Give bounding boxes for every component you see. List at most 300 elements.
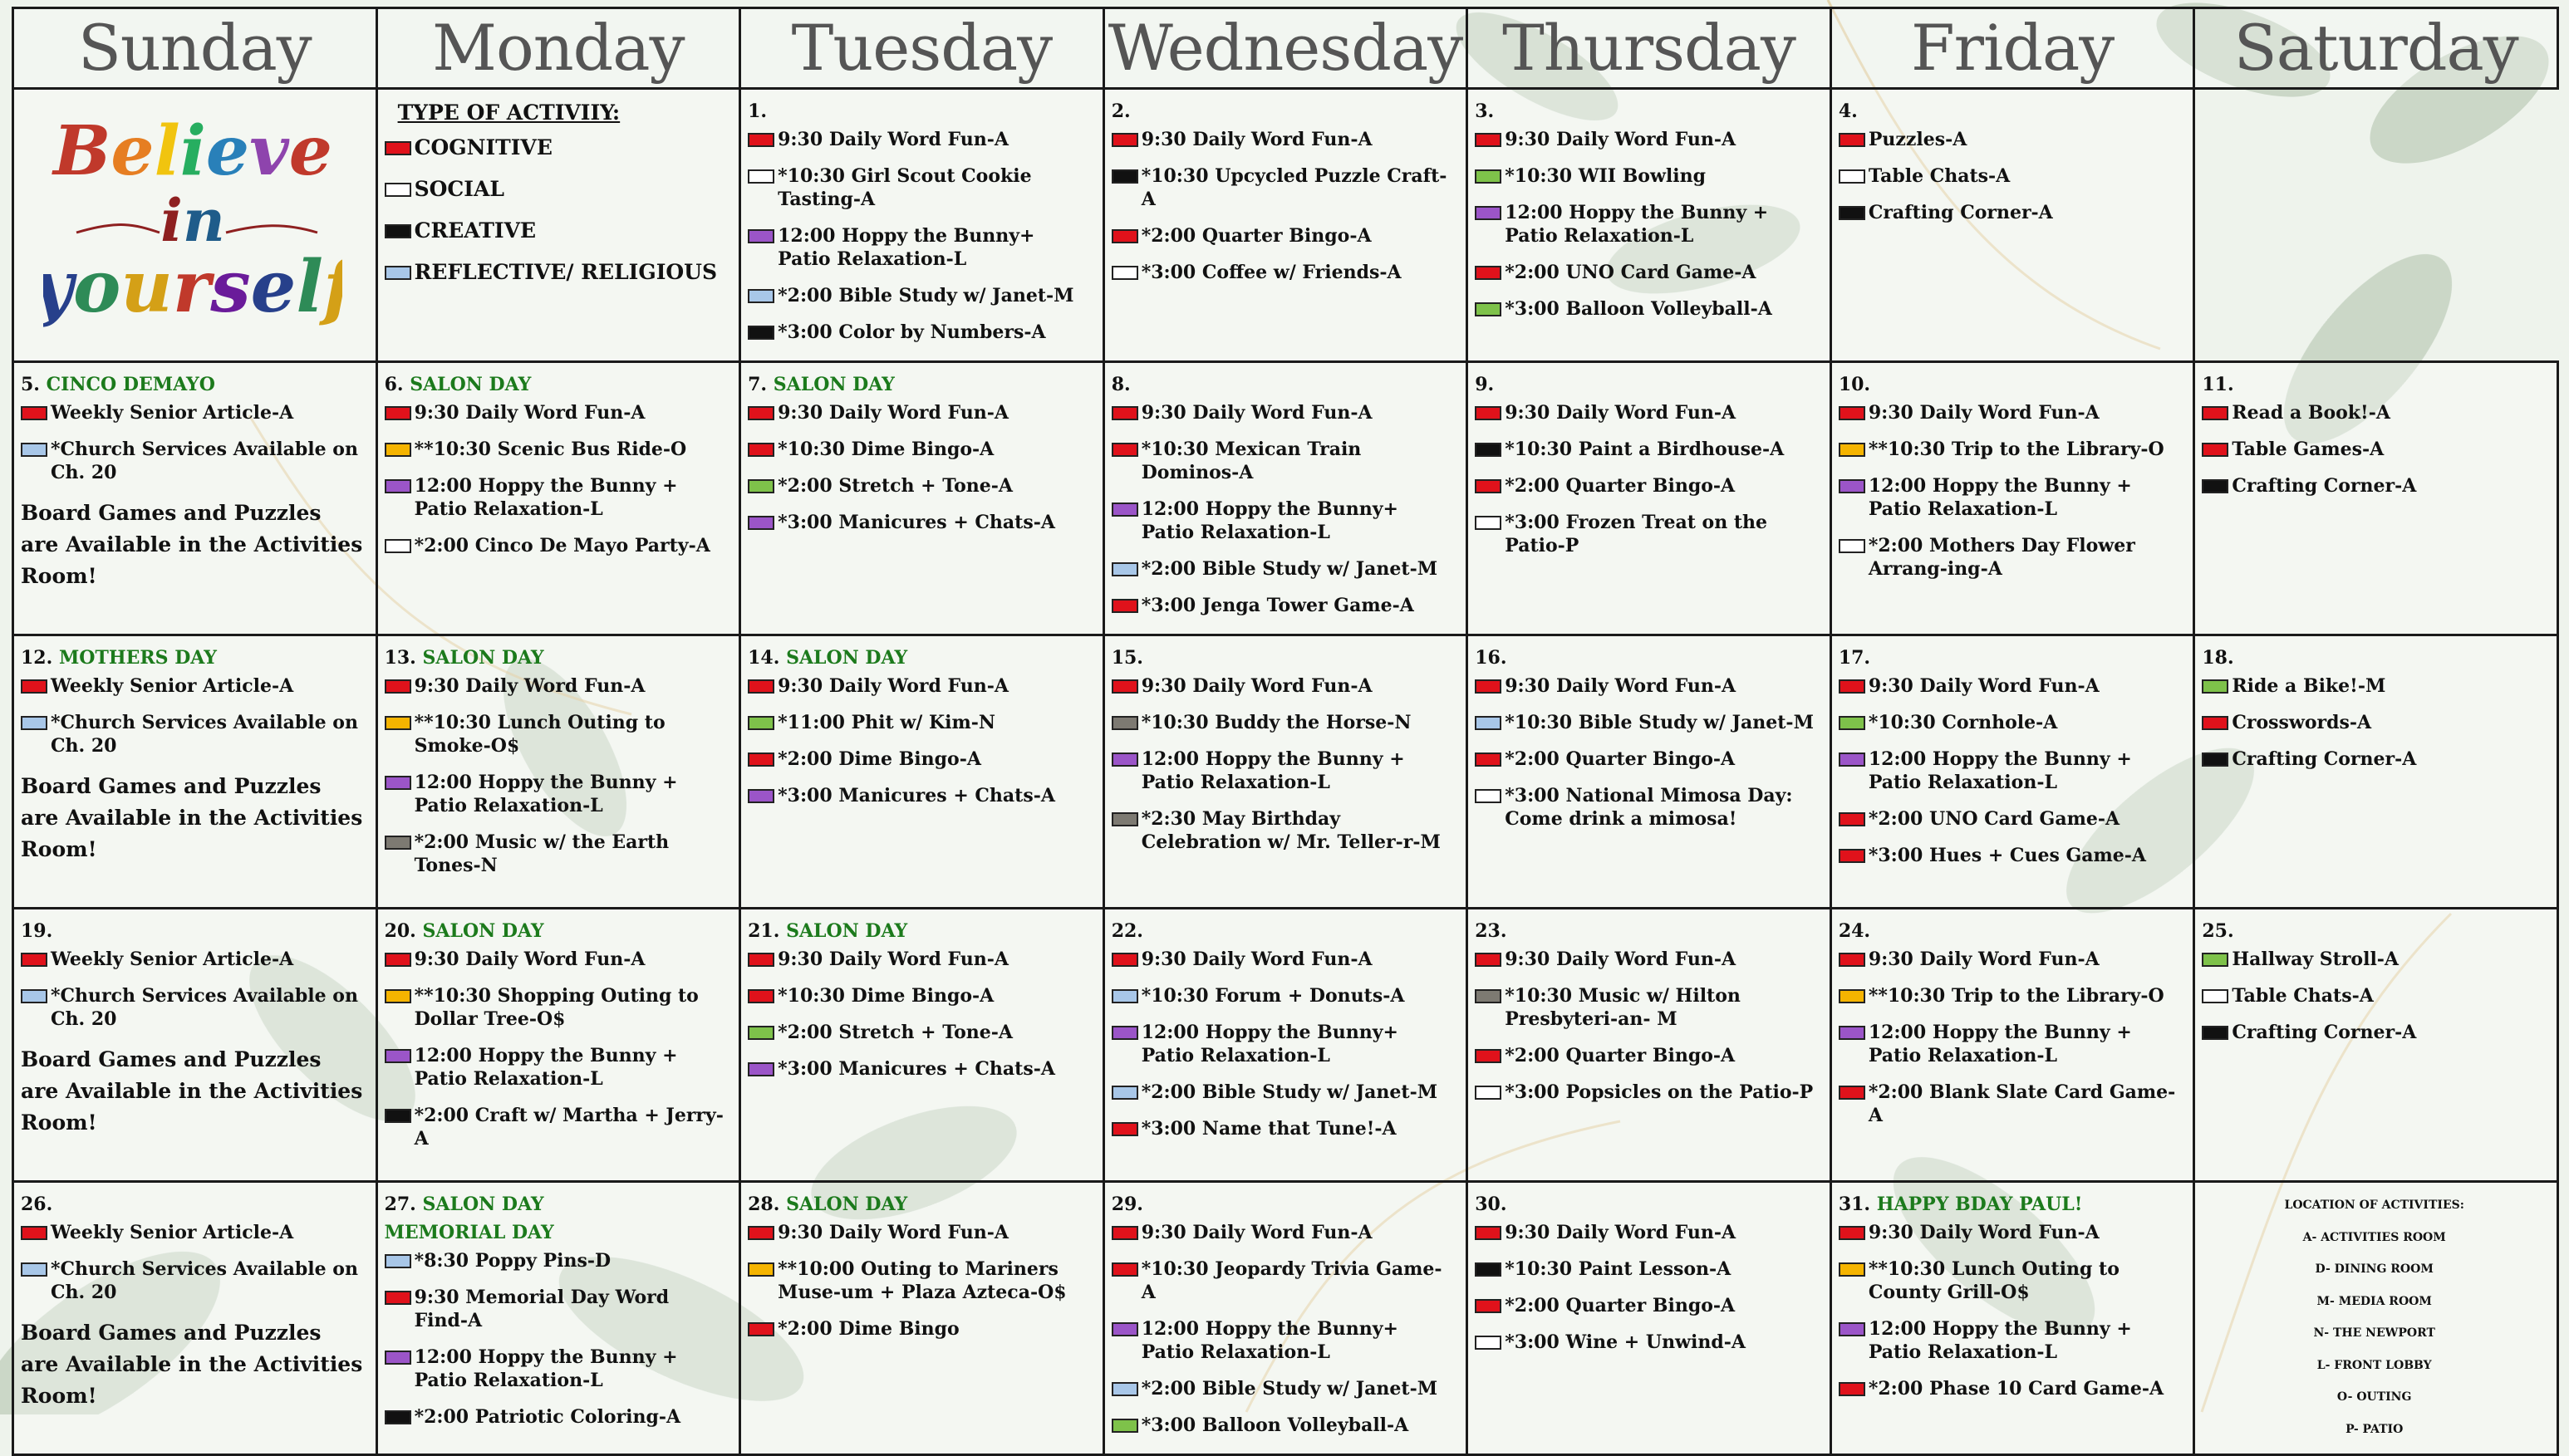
activity-color-swatch [1475,753,1501,767]
activity-text: *2:00 UNO Card Game-A [1868,808,2120,830]
activity-text: *3:00 Name that Tune!-A [1141,1118,1397,1140]
activity-item [21,1221,366,1244]
day-header [385,1193,729,1216]
activity-color-swatch [2202,479,2228,493]
activity-item [1839,164,2183,188]
activity-item [1839,401,2183,424]
activity-color-swatch [1475,1049,1501,1063]
activity-text: 9:30 Daily Word Fun-A [1868,1222,2100,1243]
activity-text: 9:30 Daily Word Fun-A [1141,675,1373,697]
activity-color-swatch [1475,266,1501,280]
activity-item [1839,748,2183,794]
weekday-header-row [13,8,2558,89]
day-number: 16. [1475,647,1507,669]
activity-item [1839,1257,2183,1304]
activity-item [748,511,1093,534]
activity-text: Crafting Corner-A [1868,202,2053,223]
board-games-note: Board Games and Puzzles are Available in the Activities Room! [21,1047,363,1135]
activity-text: *10:30 Mexican Train Dominos-A [1141,439,1362,483]
legend-item-label: CREATIVE [414,218,537,243]
activity-text: *2:00 Quarter Bingo-A [1141,225,1372,247]
activity-color-swatch [21,406,47,420]
activity-item [1112,1414,1456,1437]
activity-text: **10:00 Outing to Mariners Muse-um + Plaza Azteca-O$ [778,1258,1067,1303]
activity-item [2202,1021,2547,1044]
activity-color-swatch [1475,302,1501,316]
activity-color-swatch [1475,479,1501,493]
activity-color-swatch [748,1262,774,1277]
day-cell [13,909,377,1182]
activity-color-swatch [1839,1226,1865,1240]
day-title: SALON DAY [422,647,544,669]
activity-text: *10:30 WII Bowling [1505,165,1707,187]
activity-item [1112,557,1456,581]
day-title: SALON DAY [410,374,532,395]
activity-text: *2:00 Music w/ the Earth Tones-N [414,831,670,876]
day-cell [1103,1182,1467,1455]
day-number: 2. [1111,100,1131,122]
activity-item [748,438,1093,461]
activity-item [748,984,1093,1007]
activity-text: *10:30 Girl Scout Cookie Tasting-A [778,165,1032,210]
activity-color-swatch [1475,1262,1501,1277]
activity-color-swatch [748,516,774,530]
activity-text: 9:30 Daily Word Fun-A [778,129,1009,150]
activity-color-swatch [748,133,774,147]
board-games-note: Board Games and Puzzles are Available in the Activities Room! [21,774,363,861]
day-cell [740,635,1104,909]
day-number: 3. [1475,100,1495,122]
activity-color-swatch [1475,169,1501,184]
activity-text: *2:00 Blank Slate Card Game-A [1868,1081,2176,1126]
believe-in-yourself-logo [21,96,366,338]
weekday-header: Wednesday [1103,8,1467,89]
activity-color-swatch [748,716,774,730]
activity-text: *2:00 Quarter Bingo-A [1505,475,1736,497]
day-header [1475,100,1820,123]
day-cell [1467,635,1831,909]
activity-text: *2:00 Bible Study w/ Janet-M [1141,1081,1438,1103]
activity-text: 12:00 Hoppy the Bunny+ Patio Relaxation-L [1141,498,1398,543]
activity-text: 9:30 Daily Word Fun-A [778,675,1009,697]
activity-color-swatch [1839,1322,1865,1336]
day-number: 26. [21,1194,53,1215]
activity-color-swatch [1112,562,1138,576]
calendar-grid [12,7,2559,1456]
activity-color-swatch [748,679,774,694]
activity-item [385,1346,729,1392]
activity-text: *10:30 Bible Study w/ Janet-M [1505,712,1814,733]
activity-item [1839,1377,2183,1400]
activity-color-swatch [385,776,411,790]
day-number: 10. [1838,374,1871,395]
activity-color-swatch [1839,812,1865,826]
logo-text-line: in [160,186,226,255]
activity-color-swatch [748,289,774,303]
location-key-item: M- MEDIA ROOM [2316,1294,2432,1308]
day-header [1839,100,2183,123]
activity-color-swatch [1839,539,1865,553]
day-number: 28. [748,1194,780,1215]
activity-text: *2:30 May Birthday Celebration w/ Mr. Teller-r-M [1141,808,1441,853]
activity-color-swatch [2202,679,2228,694]
day-title: SALON DAY [422,920,544,942]
day-header [1839,1193,2183,1216]
activity-color-swatch [21,1262,47,1277]
activity-text: *2:00 Craft w/ Martha + Jerry-A [414,1105,724,1150]
activity-text: *2:00 Dime Bingo-A [778,748,981,770]
activity-item [1475,261,1820,284]
activity-color-swatch [1839,206,1865,220]
activity-text: *3:00 Frozen Treat on the Patio-P [1505,512,1768,556]
activity-item [1112,1021,1456,1067]
weekday-header: Thursday [1467,8,1831,89]
activity-text: *10:30 Buddy the Horse-N [1141,712,1412,733]
activity-item [21,948,366,971]
day-number: 5. [21,374,40,395]
activity-text: Weekly Senior Article-A [51,402,294,424]
activity-item [1475,1221,1820,1244]
day-title: SALON DAY [773,374,895,395]
activity-text: *Church Services Available on Ch. 20 [51,985,358,1030]
activity-text: 12:00 Hoppy the Bunny + Patio Relaxation-L [1868,1318,2132,1363]
activity-item [1475,201,1820,248]
location-key-item: O- OUTING [2336,1390,2412,1404]
day-header [385,646,729,669]
activity-text: *2:00 Cinco De Mayo Party-A [414,535,710,556]
day-cell [376,362,740,635]
activity-text: **10:30 Trip to the Library-O [1868,985,2164,1007]
week-row [13,909,2558,1182]
activity-item [2202,401,2547,424]
day-cell [1103,909,1467,1182]
activity-item [385,1405,729,1429]
day-number: 18. [2202,647,2234,669]
activity-text: *2:00 Quarter Bingo-A [1505,748,1736,770]
activity-text: 9:30 Daily Word Fun-A [414,402,646,424]
believe-in-yourself-logo-cell [13,89,377,362]
day-cell [13,635,377,909]
activity-item [748,674,1093,698]
activity-item [1112,1081,1456,1104]
day-title: SALON DAY [786,647,908,669]
activity-text: *2:00 Phase 10 Card Game-A [1868,1378,2164,1400]
activity-item [748,401,1093,424]
activity-text: *2:00 Patriotic Coloring-A [414,1406,681,1428]
location-key-cell [2194,1182,2558,1455]
activity-color-swatch [1475,443,1501,457]
activity-color-swatch [1839,716,1865,730]
location-key-item: L- FRONT LOBBY [2316,1358,2432,1372]
activity-text: **10:30 Trip to the Library-O [1868,439,2164,460]
day-cell [1830,909,2194,1182]
day-header [1112,1193,1456,1216]
activity-item [1475,438,1820,461]
activity-text: 12:00 Hoppy the Bunny + Patio Relaxation-L [414,1045,678,1090]
activity-text: 12:00 Hoppy the Bunny + Patio Relaxation-L [1868,748,2132,793]
day-cell [2194,909,2558,1182]
activity-item [21,711,366,757]
activity-text: Hallway Stroll-A [2232,949,2399,970]
activity-color-swatch [1112,133,1138,147]
activity-item [385,948,729,971]
activity-color-swatch [748,1026,774,1040]
activity-text: 12:00 Hoppy the Bunny+ Patio Relaxation-L [778,225,1035,270]
activity-text: 12:00 Hoppy the Bunny + Patio Relaxation-L [1868,475,2132,520]
activity-color-swatch [748,1322,774,1336]
activity-item [748,1221,1093,1244]
day-title: SALON DAY [786,920,908,942]
activity-item [1475,748,1820,771]
activity-item [385,1104,729,1150]
activity-color-swatch [385,1049,411,1063]
activity-color-swatch [385,1254,411,1268]
activity-color-swatch [385,1410,411,1424]
activity-color-swatch [21,989,47,1003]
activity-color-swatch [748,229,774,243]
activity-text: Puzzles-A [1868,129,1967,150]
day-number: 31. [1838,1194,1871,1215]
activity-text: *10:30 Jeopardy Trivia Game-A [1141,1258,1442,1303]
activity-item [1839,844,2183,867]
activity-color-swatch [748,326,774,340]
activity-item [1112,401,1456,424]
activity-color-swatch [1112,1262,1138,1277]
activity-text: *Church Services Available on Ch. 20 [51,1258,358,1303]
activity-color-swatch [385,443,411,457]
activity-item [1475,297,1820,321]
activity-color-swatch [21,443,47,457]
day-number: 8. [1111,374,1131,395]
activity-item [1475,511,1820,557]
activity-color-swatch [2202,406,2228,420]
activity-text: *3:00 Jenga Tower Game-A [1141,595,1414,616]
day-header [385,919,729,943]
day-header [1112,919,1456,943]
activity-text: Crafting Corner-A [2232,1022,2417,1043]
activity-text: *10:30 Dime Bingo-A [778,439,995,460]
activity-text: 12:00 Hoppy the Bunny + Patio Relaxation-L [1868,1022,2132,1066]
activity-text: 9:30 Daily Word Fun-A [778,1222,1009,1243]
activity-text: *11:00 Phit w/ Kim-N [778,712,995,733]
activity-text: Weekly Senior Article-A [51,675,294,697]
day-header [21,646,366,669]
activity-color-swatch [1475,206,1501,220]
weekday-header: Monday [376,8,740,89]
activity-color-swatch [1112,716,1138,730]
day-number: 15. [1111,647,1143,669]
activity-color-swatch [385,679,411,694]
activity-text: 9:30 Daily Word Fun-A [1868,402,2100,424]
activity-color-swatch [1112,1226,1138,1240]
day-cell [1830,635,2194,909]
day-number: 17. [1838,647,1871,669]
activity-text: *10:30 Paint a Birdhouse-A [1505,439,1785,460]
day-header [748,100,1093,123]
activity-item [1112,711,1456,734]
activity-item [1112,984,1456,1007]
activity-item [748,224,1093,271]
activity-item [1112,1221,1456,1244]
activity-item [1475,1044,1820,1067]
location-key [2202,1189,2547,1445]
activity-text: 9:30 Daily Word Fun-A [1505,129,1736,150]
activity-text: *2:00 Mothers Day Flower Arrang-ing-A [1868,535,2135,580]
activity-item [385,1286,729,1332]
activity-item [21,438,366,484]
day-title: HAPPY BDAY PAUL! [1876,1194,2083,1215]
day-cell [740,362,1104,635]
day-header [1112,100,1456,123]
activity-item [1112,1257,1456,1304]
activity-text: *3:00 National Mimosa Day: Come drink a mimosa! [1505,785,1793,830]
location-key-item: A- ACTIVITIES ROOM [2302,1230,2446,1244]
activity-item [1112,807,1456,854]
activity-text: *2:00 Bible Study w/ Janet-M [778,285,1074,306]
activity-text: 12:00 Hoppy the Bunny + Patio Relaxation-L [1141,748,1405,793]
activity-color-swatch [1839,169,1865,184]
activity-color-swatch [1475,133,1501,147]
activity-text: *2:00 Quarter Bingo-A [1505,1295,1736,1316]
day-header [2202,373,2547,396]
activity-item [385,1044,729,1091]
activity-item [1839,1021,2183,1067]
activity-item [748,784,1093,807]
weekday-header: Sunday [13,8,377,89]
legend-title: TYPE OF ACTIVIIY: [397,100,621,125]
activity-item [385,771,729,817]
day-header [748,373,1093,396]
activity-item [385,711,729,757]
logo-text-line: Believe [53,111,333,191]
activity-color-swatch [21,679,47,694]
activity-text: 9:30 Daily Word Fun-A [1141,949,1373,970]
activity-item [385,438,729,461]
activity-color-swatch [748,753,774,767]
activity-item [1475,674,1820,698]
activity-item [1475,984,1820,1031]
day-header [1112,373,1456,396]
activity-color-swatch [1839,849,1865,863]
activity-text: *3:00 Manicures + Chats-A [778,1058,1055,1080]
activity-color-swatch [1112,229,1138,243]
location-key-title: LOCATION OF ACTIVITIES: [2284,1199,2464,1212]
activity-item [21,401,366,424]
day-cell [1103,362,1467,635]
day-number: 7. [748,374,768,395]
day-number: 21. [748,920,780,942]
week-row [13,1182,2558,1455]
activity-text: 9:30 Daily Word Fun-A [778,402,1009,424]
activity-color-swatch [385,224,411,238]
activity-color-swatch [1112,1026,1138,1040]
activity-item [1839,1081,2183,1127]
activity-item [748,948,1093,971]
day-cell [1830,89,2194,362]
day-cell [13,362,377,635]
activity-item [385,674,729,698]
activity-color-swatch [1475,953,1501,967]
location-key-item: N- THE NEWPORT [2313,1326,2435,1340]
activity-text: 12:00 Hoppy the Bunny+ Patio Relaxation-L [1141,1022,1398,1066]
activity-item [1839,438,2183,461]
activity-text: *10:30 Upcycled Puzzle Craft-A [1141,165,1447,210]
activity-item [1839,948,2183,971]
location-key-item: D- DINING ROOM [2315,1262,2434,1276]
activity-color-swatch [21,1226,47,1240]
activity-color-swatch [2202,1026,2228,1040]
activity-color-swatch [1112,812,1138,826]
activity-color-swatch [385,141,411,155]
activity-text: 9:30 Daily Word Fun-A [1141,129,1373,150]
day-header-secondary [385,1221,729,1244]
day-cell [1467,89,1831,362]
activity-color-swatch [1475,989,1501,1003]
day-title: SALON DAY [422,1194,544,1215]
activity-text: *10:30 Forum + Donuts-A [1141,985,1405,1007]
activity-color-swatch [385,539,411,553]
weekday-header: Saturday [2194,8,2558,89]
activity-color-swatch [1839,1262,1865,1277]
day-cell [376,635,740,909]
activity-item [1475,164,1820,188]
activity-color-swatch [1839,133,1865,147]
activity-item [1475,401,1820,424]
week-row [13,362,2558,635]
day-header [1839,919,2183,943]
activity-color-swatch [1112,406,1138,420]
activity-item [385,1249,729,1272]
activity-text: *3:00 Color by Numbers-A [778,321,1046,343]
activity-text: *3:00 Wine + Unwind-A [1505,1331,1746,1353]
activity-text: *10:30 Dime Bingo-A [778,985,995,1007]
activity-color-swatch [385,183,411,197]
activity-color-swatch [385,266,411,280]
activity-item [1112,498,1456,544]
activity-item [1475,1294,1820,1317]
activity-text: Table Games-A [2232,439,2385,460]
day-number: 22. [1111,920,1143,942]
activity-color-swatch [385,1109,411,1123]
day-cell [740,909,1104,1182]
activity-color-swatch [1475,1299,1501,1313]
activity-color-swatch [1475,716,1501,730]
activity-item [1112,1317,1456,1364]
activity-text: *3:00 Popsicles on the Patio-P [1505,1081,1814,1103]
activity-text: *3:00 Manicures + Chats-A [778,785,1055,806]
day-number: 4. [1838,100,1858,122]
activity-color-swatch [1112,953,1138,967]
legend-item [385,261,740,284]
activity-item [1475,474,1820,498]
day-cell [376,909,740,1182]
board-games-note: Board Games and Puzzles are Available in the Activities Room! [21,501,363,588]
activity-item [1475,784,1820,831]
activity-type-legend [376,89,740,362]
day-number: 23. [1475,920,1507,942]
activity-color-swatch [1839,1026,1865,1040]
activity-item [1112,1377,1456,1400]
activity-item [748,284,1093,307]
activity-item [1475,1257,1820,1281]
activity-item [385,401,729,424]
activity-item [385,474,729,521]
activity-color-swatch [1839,479,1865,493]
activity-color-swatch [1112,1322,1138,1336]
activity-text: 9:30 Daily Word Fun-A [414,949,646,970]
activity-text: 9:30 Daily Word Fun-A [1505,949,1736,970]
activity-text: *2:00 Dime Bingo [778,1318,960,1340]
